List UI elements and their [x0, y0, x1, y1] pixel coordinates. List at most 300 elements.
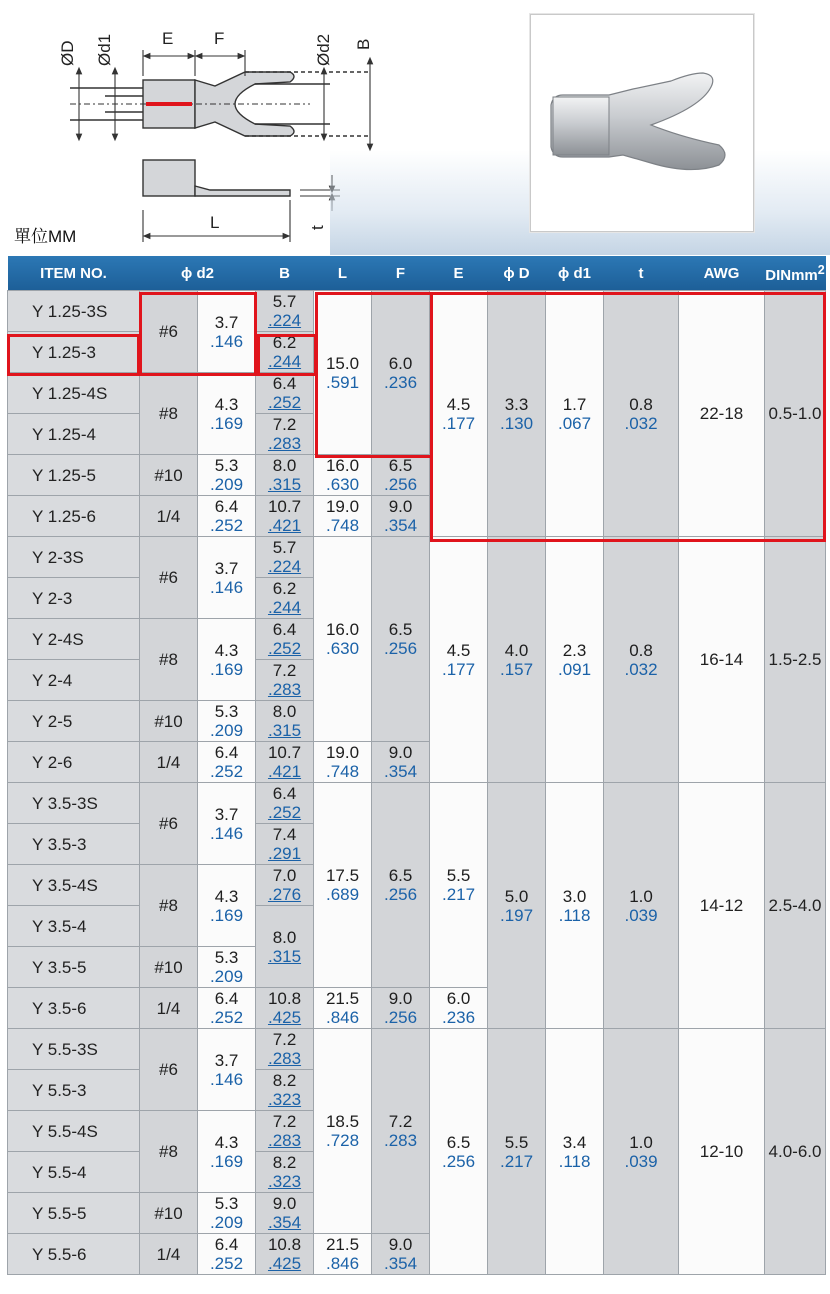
cell-item-no: Y 2-4 — [8, 660, 140, 701]
col-header-item: ITEM NO. — [8, 256, 140, 291]
value-mm: 5.5 — [446, 866, 471, 885]
cell-d2-size: 1/4 — [140, 496, 198, 537]
value-inch: .032 — [624, 659, 658, 679]
cell-t — [604, 1029, 679, 1275]
value-inch: .283 — [267, 1131, 302, 1150]
cell-item-no: Y 1.25-3 — [8, 332, 140, 373]
value-inch: .323 — [267, 1090, 302, 1109]
value-inch: .354 — [383, 1254, 418, 1273]
cell-d2-size: 1/4 — [140, 988, 198, 1029]
cell-awg: 22-18 — [679, 291, 765, 537]
value-mm: 5.5 — [504, 1132, 529, 1152]
cell-item-no: Y 5.5-4 — [8, 1152, 140, 1193]
value-mm: 4.0 — [504, 640, 529, 660]
table-row — [8, 537, 826, 578]
value-inch: .425 — [267, 1008, 302, 1027]
value-mm: 6.4 — [214, 1235, 239, 1254]
col-header-d2: ϕ d2 — [140, 256, 256, 291]
cell-f — [372, 1234, 430, 1275]
cell-item-no: Y 5.5-5 — [8, 1193, 140, 1234]
value-inch: .244 — [267, 598, 302, 617]
value-mm: 10.7 — [267, 743, 302, 762]
value-mm: 7.2 — [272, 415, 297, 434]
cell-item-no: Y 1.25-6 — [8, 496, 140, 537]
value-inch: .354 — [383, 516, 418, 535]
value-inch: .591 — [325, 372, 360, 392]
cell-d — [488, 783, 546, 1029]
cell-d1 — [546, 1029, 604, 1275]
cell-din: 1.5-2.5 — [765, 537, 826, 783]
value-inch: .039 — [624, 1151, 658, 1171]
col-header-d: ϕ D — [488, 256, 546, 291]
cell-item-no: Y 5.5-3S — [8, 1029, 140, 1070]
cell-f — [372, 455, 430, 496]
value-mm: 9.0 — [388, 1235, 413, 1254]
value-inch: .630 — [325, 639, 360, 658]
value-mm: 6.2 — [272, 579, 297, 598]
cell-d2-size: #6 — [140, 537, 198, 619]
value-mm: 5.3 — [214, 1194, 239, 1213]
cell-d2-value — [198, 1234, 256, 1275]
col-header-t: t — [604, 256, 679, 291]
value-mm: 5.3 — [214, 948, 239, 967]
value-inch: .256 — [441, 1151, 476, 1171]
value-inch: .118 — [558, 1151, 591, 1171]
cell-e — [430, 988, 488, 1029]
cell-f — [372, 988, 430, 1029]
value-inch: .256 — [383, 885, 418, 904]
value-mm: 8.0 — [272, 702, 297, 721]
cell-l — [314, 455, 372, 496]
value-inch: .283 — [383, 1131, 418, 1150]
value-inch: .169 — [209, 1151, 244, 1171]
col-header-awg: AWG — [679, 256, 765, 291]
value-inch: .252 — [267, 393, 302, 412]
value-inch: .315 — [267, 475, 302, 494]
dim-label-phi-d: ØD — [58, 40, 77, 66]
cell-item-no: Y 1.25-3S — [8, 291, 140, 332]
cell-b — [256, 619, 314, 660]
col-header-f: F — [372, 256, 430, 291]
value-inch: .252 — [267, 639, 302, 658]
value-inch: .252 — [209, 1008, 244, 1027]
value-inch: .169 — [209, 905, 244, 925]
value-mm: 7.2 — [272, 661, 297, 680]
din-superscript: 2 — [817, 262, 825, 277]
value-inch: .748 — [325, 762, 360, 781]
value-mm: 4.5 — [446, 394, 471, 414]
value-mm: 9.0 — [388, 743, 413, 762]
value-inch: .118 — [558, 905, 591, 925]
cell-l — [314, 988, 372, 1029]
cell-d2-size: 1/4 — [140, 742, 198, 783]
value-mm: 6.5 — [446, 1132, 471, 1152]
value-inch: .256 — [383, 639, 418, 658]
cell-d2-size: #10 — [140, 701, 198, 742]
cell-d2-value — [198, 1193, 256, 1234]
value-mm: 4.5 — [446, 640, 471, 660]
value-mm: 6.4 — [272, 784, 297, 803]
value-mm: 8.2 — [272, 1071, 297, 1090]
cell-item-no: Y 1.25-4 — [8, 414, 140, 455]
value-mm: 19.0 — [325, 743, 360, 762]
value-inch: .039 — [624, 905, 658, 925]
cell-item-no: Y 3.5-4S — [8, 865, 140, 906]
value-inch: .169 — [209, 413, 244, 433]
value-mm: 9.0 — [388, 497, 413, 516]
value-inch: .146 — [209, 577, 244, 597]
cell-d1 — [546, 783, 604, 1029]
value-inch: .283 — [267, 680, 302, 699]
cell-d1 — [546, 537, 604, 783]
value-mm: 7.4 — [272, 825, 297, 844]
value-inch: .169 — [209, 659, 244, 679]
cell-e — [430, 291, 488, 537]
cell-b — [256, 291, 314, 332]
cell-l — [314, 291, 372, 455]
table-header-row — [8, 256, 826, 291]
value-inch: .323 — [267, 1172, 302, 1191]
value-mm: 1.0 — [629, 1132, 653, 1152]
cell-b — [256, 906, 314, 988]
cell-t — [604, 291, 679, 537]
col-header-e: E — [430, 256, 488, 291]
value-inch: .157 — [499, 659, 534, 679]
value-inch: .354 — [383, 762, 418, 781]
cell-b — [256, 1152, 314, 1193]
value-mm: 7.0 — [272, 866, 297, 885]
value-mm: 3.7 — [214, 804, 239, 824]
table-row — [8, 783, 826, 824]
cell-d2-size: #8 — [140, 1111, 198, 1193]
value-inch: .252 — [267, 803, 302, 822]
cell-b — [256, 373, 314, 414]
dim-label-b: B — [354, 38, 373, 50]
product-photo — [530, 14, 754, 232]
table-row — [8, 1029, 826, 1070]
cell-d — [488, 1029, 546, 1275]
cell-b — [256, 455, 314, 496]
cell-item-no: Y 3.5-3 — [8, 824, 140, 865]
value-mm: 4.3 — [214, 886, 239, 906]
value-inch: .252 — [209, 1254, 244, 1273]
cell-item-no: Y 3.5-5 — [8, 947, 140, 988]
value-inch: .209 — [209, 475, 244, 494]
dim-label-f: F — [214, 29, 225, 48]
col-header-l: L — [314, 256, 372, 291]
cell-f — [372, 783, 430, 988]
value-mm: 2.3 — [562, 640, 587, 660]
value-mm: 10.7 — [267, 497, 302, 516]
value-mm: 5.7 — [272, 292, 297, 311]
cell-b — [256, 1029, 314, 1070]
value-mm: 8.2 — [272, 1153, 297, 1172]
cell-din: 0.5-1.0 — [765, 291, 826, 537]
cell-d2-size: #10 — [140, 947, 198, 988]
value-mm: 8.0 — [272, 456, 297, 475]
value-mm: 6.5 — [388, 620, 413, 639]
unit-label: 單位MM — [14, 227, 77, 246]
cell-item-no: Y 1.25-4S — [8, 373, 140, 414]
value-inch: .236 — [441, 1008, 476, 1027]
value-mm: 6.0 — [388, 353, 413, 373]
cell-l — [314, 1029, 372, 1234]
cell-f — [372, 291, 430, 455]
value-mm: 21.5 — [325, 989, 360, 1008]
value-mm: 4.3 — [214, 640, 239, 660]
value-mm: 5.3 — [214, 702, 239, 721]
value-mm: 0.8 — [629, 640, 653, 660]
value-mm: 8.0 — [272, 927, 297, 947]
value-inch: .244 — [267, 352, 302, 371]
cell-item-no: Y 2-3 — [8, 578, 140, 619]
cell-b — [256, 496, 314, 537]
value-inch: .224 — [267, 311, 302, 330]
dim-label-t: t — [308, 225, 327, 230]
cell-e — [430, 783, 488, 988]
value-inch: .291 — [267, 844, 302, 863]
cell-item-no: Y 5.5-3 — [8, 1070, 140, 1111]
value-inch: .224 — [267, 557, 302, 576]
value-inch: .130 — [499, 413, 534, 433]
value-inch: .315 — [267, 946, 302, 966]
col-header-din — [765, 256, 826, 291]
cell-item-no: Y 2-6 — [8, 742, 140, 783]
cell-item-no: Y 5.5-4S — [8, 1111, 140, 1152]
value-inch: .846 — [325, 1008, 360, 1027]
cell-d2-size: #6 — [140, 783, 198, 865]
value-inch: .146 — [209, 823, 244, 843]
cell-e — [430, 1029, 488, 1275]
cell-d2-size: #8 — [140, 865, 198, 947]
value-mm: 3.0 — [562, 886, 587, 906]
value-mm: 9.0 — [272, 1194, 297, 1213]
cell-b — [256, 1070, 314, 1111]
value-inch: .252 — [209, 516, 244, 535]
value-inch: .209 — [209, 1213, 244, 1232]
value-mm: 4.3 — [214, 1132, 239, 1152]
value-mm: 6.5 — [388, 866, 413, 885]
value-mm: 7.2 — [272, 1030, 297, 1049]
dim-label-l: L — [210, 213, 220, 232]
value-mm: 18.5 — [325, 1112, 360, 1131]
value-inch: .315 — [267, 721, 302, 740]
value-mm: 6.5 — [388, 456, 413, 475]
value-mm: 3.4 — [562, 1132, 587, 1152]
value-inch: .032 — [624, 413, 658, 433]
value-inch: .146 — [209, 331, 244, 351]
value-mm: 7.2 — [272, 1112, 297, 1131]
value-mm: 16.0 — [325, 620, 360, 639]
cell-d2-size: #6 — [140, 1029, 198, 1111]
value-mm: 3.7 — [214, 1050, 239, 1070]
cell-l — [314, 1234, 372, 1275]
cell-l — [314, 537, 372, 742]
cell-item-no: Y 2-4S — [8, 619, 140, 660]
cell-item-no: Y 1.25-5 — [8, 455, 140, 496]
cell-b — [256, 865, 314, 906]
cell-b — [256, 742, 314, 783]
cell-b — [256, 414, 314, 455]
cell-d2-size: #8 — [140, 373, 198, 455]
cell-item-no: Y 3.5-3S — [8, 783, 140, 824]
cell-b — [256, 1111, 314, 1152]
cell-b — [256, 537, 314, 578]
value-mm: 6.4 — [214, 989, 239, 1008]
cell-d1 — [546, 291, 604, 537]
value-mm: 3.7 — [214, 558, 239, 578]
cell-d2-value — [198, 496, 256, 537]
value-inch: .177 — [441, 659, 476, 679]
table-row — [8, 291, 826, 332]
value-inch: .209 — [209, 967, 244, 986]
cell-b — [256, 1193, 314, 1234]
value-inch: .283 — [267, 1049, 302, 1068]
value-mm: 5.3 — [214, 456, 239, 475]
cell-f — [372, 537, 430, 742]
col-header-d1: ϕ d1 — [546, 256, 604, 291]
value-mm: 5.0 — [504, 886, 529, 906]
cell-d2-value — [198, 742, 256, 783]
cell-d2-value — [198, 701, 256, 742]
col-header-b: B — [256, 256, 314, 291]
value-inch: .425 — [267, 1254, 302, 1273]
cell-d2-value — [198, 455, 256, 496]
cell-d2-value — [198, 619, 256, 701]
cell-d2-value — [198, 1111, 256, 1193]
cell-awg: 12-10 — [679, 1029, 765, 1275]
cell-item-no: Y 3.5-4 — [8, 906, 140, 947]
value-mm: 6.4 — [272, 620, 297, 639]
value-inch: .256 — [383, 475, 418, 494]
value-mm: 6.4 — [272, 374, 297, 393]
value-mm: 10.8 — [267, 1235, 302, 1254]
value-mm: 9.0 — [388, 989, 413, 1008]
dim-label-phi-d1: Ød1 — [95, 33, 114, 66]
cell-t — [604, 537, 679, 783]
cell-b — [256, 332, 314, 373]
cell-item-no: Y 3.5-6 — [8, 988, 140, 1029]
value-inch: .276 — [267, 885, 302, 904]
cell-b — [256, 578, 314, 619]
cell-f — [372, 742, 430, 783]
value-mm: 21.5 — [325, 1235, 360, 1254]
din-label: DINmm — [765, 266, 818, 284]
value-mm: 6.4 — [214, 743, 239, 762]
cell-b — [256, 988, 314, 1029]
cell-f — [372, 496, 430, 537]
cell-d2-size: 1/4 — [140, 1234, 198, 1275]
value-mm: 3.3 — [504, 394, 529, 414]
cell-d2-value — [198, 1029, 256, 1111]
cell-l — [314, 496, 372, 537]
cell-d — [488, 291, 546, 537]
cell-f — [372, 1029, 430, 1234]
value-inch: .421 — [267, 762, 302, 781]
value-mm: 17.5 — [325, 866, 360, 885]
value-inch: .630 — [325, 475, 360, 494]
cell-l — [314, 742, 372, 783]
value-inch: .283 — [267, 434, 302, 453]
value-inch: .421 — [267, 516, 302, 535]
value-inch: .067 — [557, 413, 592, 433]
cell-d2-value — [198, 373, 256, 455]
cell-d2-size: #8 — [140, 619, 198, 701]
cell-b — [256, 824, 314, 865]
spec-table-body — [8, 291, 826, 1275]
value-mm: 6.0 — [446, 989, 471, 1008]
cell-item-no: Y 5.5-6 — [8, 1234, 140, 1275]
value-mm: 3.7 — [214, 312, 239, 332]
cell-din: 4.0-6.0 — [765, 1029, 826, 1275]
cell-b — [256, 701, 314, 742]
value-inch: .689 — [325, 885, 360, 904]
value-inch: .728 — [325, 1131, 360, 1150]
value-mm: 15.0 — [325, 353, 360, 373]
cell-l — [314, 783, 372, 988]
cell-item-no: Y 2-5 — [8, 701, 140, 742]
cell-t — [604, 783, 679, 1029]
value-inch: .846 — [325, 1254, 360, 1273]
cell-d2-value — [198, 291, 256, 373]
value-mm: 5.7 — [272, 538, 297, 557]
cell-d2-size: #6 — [140, 291, 198, 373]
dim-label-phi-d2: Ød2 — [314, 33, 333, 66]
value-inch: .748 — [325, 516, 360, 535]
value-mm: 19.0 — [325, 497, 360, 516]
value-mm: 0.8 — [629, 394, 653, 414]
cell-d2-value — [198, 865, 256, 947]
value-inch: .197 — [499, 905, 534, 925]
dim-label-e: E — [162, 29, 174, 48]
value-mm: 1.0 — [629, 886, 653, 906]
value-mm: 6.2 — [272, 333, 297, 352]
value-mm: 10.8 — [267, 989, 302, 1008]
value-inch: .252 — [209, 762, 244, 781]
value-mm: 1.7 — [562, 394, 587, 414]
cell-item-no: Y 2-3S — [8, 537, 140, 578]
value-mm: 16.0 — [325, 456, 360, 475]
value-inch: .209 — [209, 721, 244, 740]
cell-d2-size: #10 — [140, 455, 198, 496]
cell-awg: 16-14 — [679, 537, 765, 783]
value-mm: 7.2 — [388, 1112, 413, 1131]
value-inch: .236 — [383, 372, 418, 392]
value-inch: .217 — [441, 885, 476, 904]
cell-d2-size: #10 — [140, 1193, 198, 1234]
value-inch: .146 — [209, 1069, 244, 1089]
cell-b — [256, 783, 314, 824]
cell-b — [256, 660, 314, 701]
cell-d2-value — [198, 988, 256, 1029]
value-inch: .091 — [557, 659, 592, 679]
value-inch: .256 — [383, 1008, 418, 1027]
cell-awg: 14-12 — [679, 783, 765, 1029]
cell-b — [256, 1234, 314, 1275]
cell-d2-value — [198, 947, 256, 988]
spade-terminal-photo-icon — [531, 15, 753, 231]
cell-din: 2.5-4.0 — [765, 783, 826, 1029]
cell-d2-value — [198, 537, 256, 619]
value-inch: .217 — [499, 1151, 534, 1171]
spec-table — [7, 256, 826, 1275]
value-mm: 6.4 — [214, 497, 239, 516]
value-inch: .177 — [441, 413, 476, 433]
value-inch: .354 — [267, 1213, 302, 1232]
cell-d — [488, 537, 546, 783]
value-mm: 4.3 — [214, 394, 239, 414]
cell-d2-value — [198, 783, 256, 865]
